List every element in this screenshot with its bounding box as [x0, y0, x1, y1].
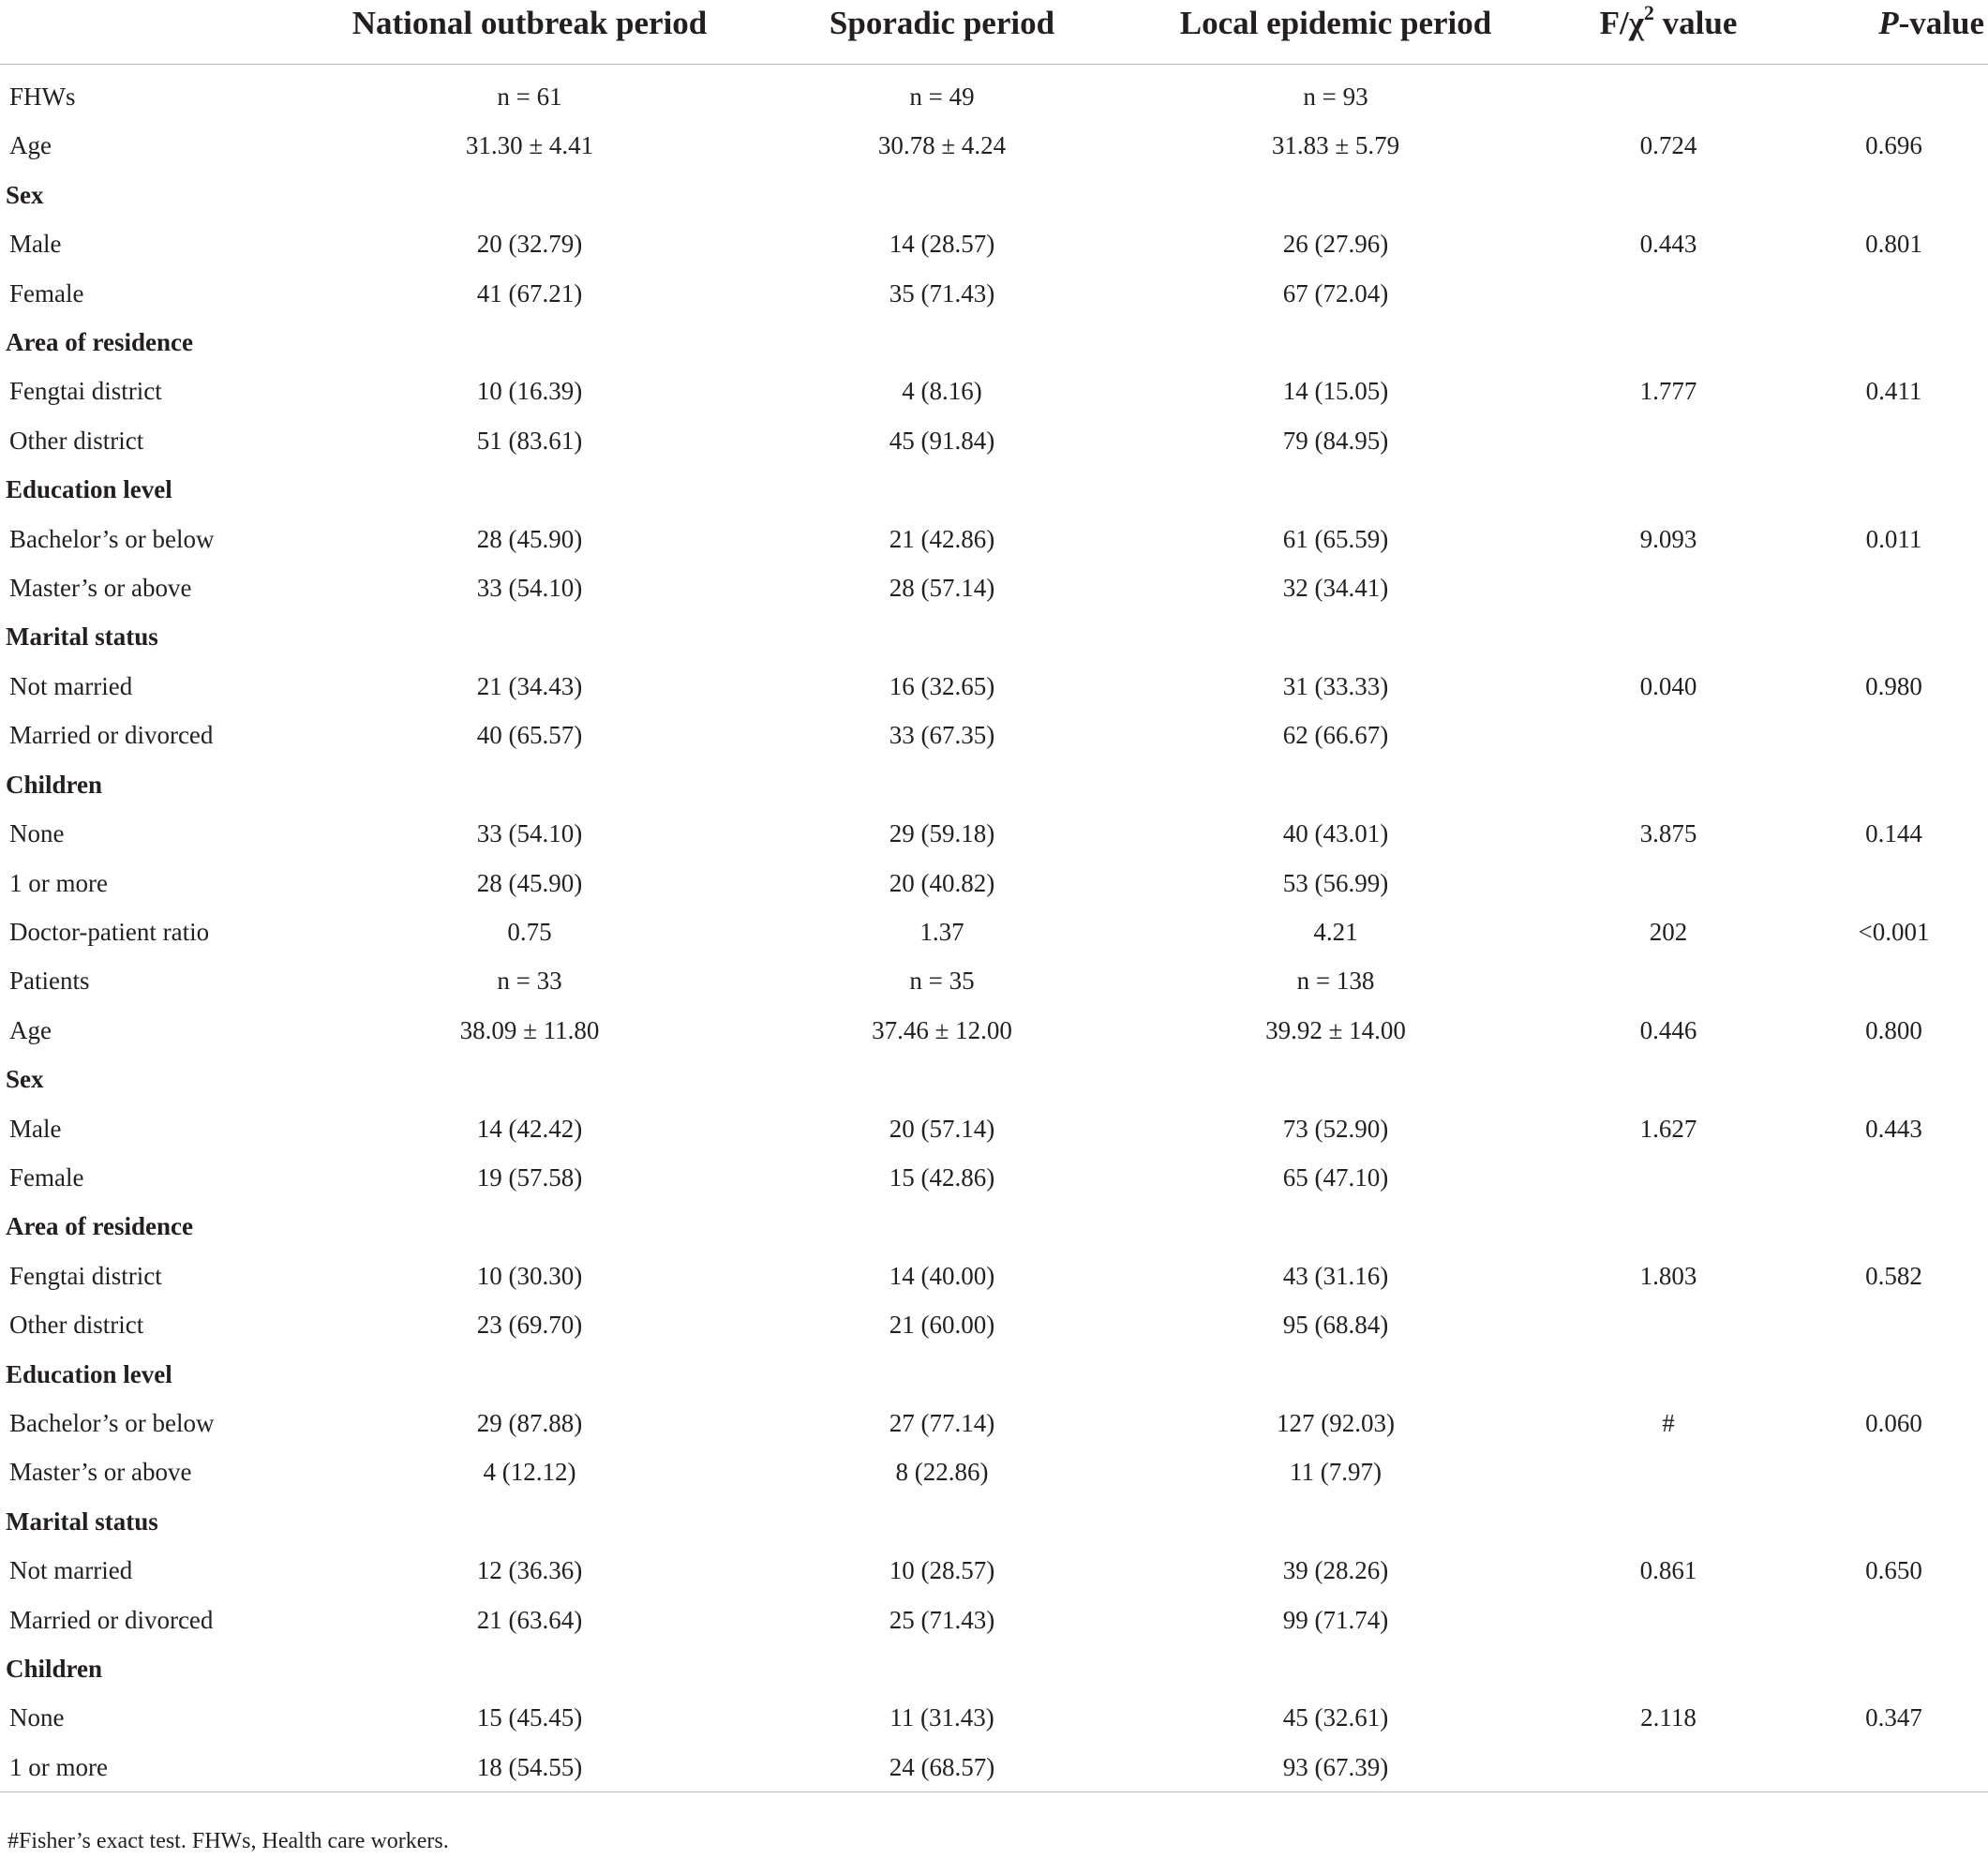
cell-national-outbreak: 23 (69.70) — [476, 1311, 583, 1340]
table-row — [0, 416, 1988, 465]
header-local-epidemic: Local epidemic period — [1125, 0, 1547, 65]
section-header-row — [0, 465, 1988, 514]
cell-national-outbreak: 4 (12.12) — [483, 1458, 576, 1487]
cell-sporadic: 27 (77.14) — [889, 1408, 995, 1437]
cell-f-chi-value: 2.118 — [1640, 1703, 1697, 1732]
row-label: Other district — [9, 1311, 144, 1340]
row-label: Marital status — [6, 622, 158, 652]
cell-national-outbreak: 0.75 — [507, 917, 552, 946]
header-national-outbreak: National outbreak period — [300, 0, 759, 65]
cell-national-outbreak — [300, 1350, 759, 1399]
cell-sporadic — [759, 1202, 1125, 1251]
row-label: Male — [9, 1114, 62, 1143]
table-row — [0, 367, 1988, 415]
cell-f-chi-value — [1547, 956, 1790, 1005]
cell-sporadic: 45 (91.84) — [889, 426, 995, 455]
table-row — [0, 956, 1988, 1005]
row-label: Bachelor’s or below — [9, 1408, 215, 1437]
section-header-row — [0, 318, 1988, 367]
row-label: Children — [6, 770, 103, 799]
cell-p-value: 0.011 — [1865, 524, 1922, 553]
cell-f-chi-value: 0.861 — [1639, 1556, 1697, 1585]
table-body — [0, 65, 1988, 1792]
cell-f-chi-value — [1547, 1743, 1790, 1792]
section-header-row — [0, 1202, 1988, 1251]
row-label: None — [9, 819, 65, 848]
section-header-row — [0, 1055, 1988, 1103]
cell-sporadic — [759, 1497, 1125, 1546]
cell-sporadic — [759, 318, 1125, 367]
cell-sporadic: 33 (67.35) — [889, 721, 995, 750]
row-label: Patients — [9, 967, 90, 996]
table-row — [0, 711, 1988, 759]
table-row — [0, 1104, 1988, 1153]
cell-p-value: 0.347 — [1865, 1703, 1922, 1732]
table-row — [0, 563, 1988, 612]
header-f-chi-value — [1547, 0, 1790, 65]
header-row — [0, 0, 1988, 65]
cell-local-epidemic: 99 (71.74) — [1282, 1605, 1389, 1634]
cell-f-chi-value — [1547, 318, 1790, 367]
table-row — [0, 269, 1988, 318]
cell-p-value: <0.001 — [1858, 917, 1930, 946]
cell-f-chi-value — [1547, 1153, 1790, 1202]
cell-p-value: 0.582 — [1865, 1261, 1922, 1290]
row-label: Fengtai district — [9, 1261, 162, 1290]
header-f-prefix: F/χ — [1599, 5, 1644, 41]
row-label: Children — [6, 1655, 103, 1683]
cell-national-outbreak — [300, 760, 759, 809]
cell-local-epidemic — [1125, 612, 1547, 661]
cell-sporadic — [759, 1350, 1125, 1399]
cell-local-epidemic: 31 (33.33) — [1282, 671, 1389, 700]
row-label: 1 or more — [9, 868, 108, 897]
cell-sporadic: 30.78 ± 4.24 — [877, 131, 1007, 160]
section-header-row — [0, 1350, 1988, 1399]
row-label: Area of residence — [6, 1212, 193, 1241]
cell-national-outbreak: 38.09 ± 11.80 — [459, 1015, 600, 1044]
table-row — [0, 1252, 1988, 1300]
cell-local-epidemic: 127 (92.03) — [1277, 1408, 1395, 1437]
table-row — [0, 1006, 1988, 1055]
cell-f-chi-value: 0.724 — [1639, 131, 1697, 160]
cell-p-value — [1790, 1350, 1988, 1399]
cell-p-value — [1790, 1055, 1988, 1103]
row-label: Age — [9, 131, 52, 160]
table-row — [0, 1447, 1988, 1496]
row-label: Female — [9, 1162, 84, 1192]
row-label: Master’s or above — [9, 1458, 192, 1487]
cell-p-value: 0.696 — [1865, 131, 1922, 160]
cell-local-epidemic: 39.92 ± 14.00 — [1265, 1015, 1406, 1044]
cell-national-outbreak: 15 (45.45) — [476, 1703, 583, 1732]
cell-f-chi-value — [1547, 1497, 1790, 1546]
table-row — [0, 1153, 1988, 1202]
cell-sporadic: 14 (40.00) — [889, 1261, 995, 1290]
cell-local-epidemic — [1125, 760, 1547, 809]
cell-sporadic: 25 (71.43) — [889, 1605, 995, 1634]
cell-local-epidemic: 61 (65.59) — [1282, 524, 1389, 553]
row-label: Married or divorced — [9, 1605, 214, 1634]
cell-sporadic: 15 (42.86) — [889, 1162, 995, 1192]
cell-f-chi-value — [1547, 1055, 1790, 1103]
cell-sporadic: 8 (22.86) — [895, 1458, 989, 1487]
cell-national-outbreak: 29 (87.88) — [476, 1408, 583, 1437]
row-label: Marital status — [6, 1507, 158, 1536]
row-label: Education level — [6, 1359, 172, 1388]
cell-f-chi-value — [1547, 563, 1790, 612]
cell-national-outbreak — [300, 1497, 759, 1546]
cell-local-epidemic: 26 (27.96) — [1282, 230, 1389, 259]
table-row — [0, 1300, 1988, 1349]
cell-national-outbreak — [300, 1644, 759, 1693]
cell-p-value: 0.443 — [1865, 1114, 1922, 1143]
row-label: FHWs — [9, 82, 76, 111]
cell-sporadic: 10 (28.57) — [889, 1556, 995, 1585]
cell-local-epidemic — [1125, 1497, 1547, 1546]
cell-sporadic: 20 (40.82) — [889, 868, 995, 897]
cell-national-outbreak: 14 (42.42) — [476, 1114, 583, 1143]
cell-f-chi-value: 202 — [1649, 917, 1688, 946]
cell-local-epidemic: 45 (32.61) — [1282, 1703, 1389, 1732]
cell-local-epidemic — [1125, 1350, 1547, 1399]
cell-national-outbreak — [300, 612, 759, 661]
cell-local-epidemic — [1125, 171, 1547, 219]
cell-p-value: 0.060 — [1865, 1408, 1922, 1437]
cell-local-epidemic: 40 (43.01) — [1282, 819, 1389, 848]
cell-sporadic: 1.37 — [919, 917, 964, 946]
row-label: Sex — [6, 180, 44, 209]
cell-f-chi-value: 0.443 — [1639, 230, 1697, 259]
cell-p-value — [1790, 612, 1988, 661]
row-label: Bachelor’s or below — [9, 524, 215, 553]
row-label: Other district — [9, 426, 144, 455]
cell-local-epidemic: 53 (56.99) — [1282, 868, 1389, 897]
cell-sporadic: 37.46 ± 12.00 — [872, 1015, 1012, 1044]
cell-p-value — [1790, 1743, 1988, 1792]
cell-f-chi-value — [1547, 1596, 1790, 1644]
table-row — [0, 1546, 1988, 1595]
cell-f-chi-value — [1547, 269, 1790, 318]
cell-local-epidemic: 39 (28.26) — [1282, 1556, 1389, 1585]
cell-f-chi-value — [1547, 65, 1790, 122]
cell-p-value — [1790, 465, 1988, 514]
row-label: 1 or more — [0, 1743, 300, 1792]
cell-sporadic — [759, 1055, 1125, 1103]
cell-f-chi-value — [1547, 171, 1790, 219]
cell-f-chi-value: # — [1662, 1408, 1675, 1437]
section-header-row — [0, 1497, 1988, 1546]
cell-sporadic: 28 (57.14) — [889, 574, 995, 603]
row-label: Not married — [9, 1556, 133, 1585]
cell-f-chi-value: 0.040 — [1639, 671, 1697, 700]
cell-local-epidemic: 31.83 ± 5.79 — [1271, 131, 1400, 160]
cell-p-value — [1790, 318, 1988, 367]
cell-sporadic — [759, 612, 1125, 661]
table-row — [0, 515, 1988, 563]
cell-national-outbreak: 28 (45.90) — [476, 524, 583, 553]
cell-f-chi-value: 1.803 — [1639, 1261, 1697, 1290]
cell-p-value — [1790, 1153, 1988, 1202]
cell-national-outbreak: 28 (45.90) — [476, 868, 583, 897]
cell-f-chi-value — [1547, 1350, 1790, 1399]
cell-p-value — [1790, 1447, 1988, 1496]
cell-sporadic: n = 49 — [909, 82, 975, 111]
row-label: Area of residence — [6, 328, 193, 357]
cell-local-epidemic: n = 138 — [1296, 967, 1375, 996]
row-label: Age — [9, 1015, 52, 1044]
table-footnote: #Fisher’s exact test. FHWs, Health care workers. — [7, 1829, 449, 1853]
cell-p-value — [1790, 1644, 1988, 1693]
table-header — [0, 0, 1988, 65]
header-sporadic: Sporadic period — [759, 0, 1125, 65]
section-header-row — [0, 171, 1988, 219]
cell-local-epidemic: 93 (67.39) — [1125, 1743, 1547, 1792]
cell-sporadic: n = 35 — [909, 967, 975, 996]
table-row — [0, 907, 1988, 956]
cell-national-outbreak: 41 (67.21) — [476, 278, 583, 307]
cell-sporadic: 14 (28.57) — [889, 230, 995, 259]
cell-national-outbreak: 33 (54.10) — [476, 574, 583, 603]
row-label: None — [9, 1703, 65, 1732]
header-p-value — [1790, 0, 1988, 65]
cell-local-epidemic: 65 (47.10) — [1282, 1162, 1389, 1192]
cell-national-outbreak — [300, 1055, 759, 1103]
cell-f-chi-value — [1547, 1644, 1790, 1693]
cell-local-epidemic: 4.21 — [1313, 917, 1358, 946]
table-row — [0, 121, 1988, 170]
cell-national-outbreak: 40 (65.57) — [476, 721, 583, 750]
cell-p-value — [1790, 760, 1988, 809]
header-f-suffix: value — [1653, 5, 1738, 41]
cell-f-chi-value — [1547, 416, 1790, 465]
cell-national-outbreak: n = 61 — [497, 82, 562, 111]
cell-local-epidemic: 73 (52.90) — [1282, 1114, 1389, 1143]
row-label: Not married — [9, 671, 133, 700]
cell-local-epidemic: 95 (68.84) — [1282, 1311, 1389, 1340]
cell-sporadic: 21 (60.00) — [889, 1311, 995, 1340]
cell-national-outbreak — [300, 171, 759, 219]
cell-f-chi-value — [1547, 465, 1790, 514]
table-row — [0, 65, 1988, 122]
cell-p-value: 0.144 — [1865, 819, 1922, 848]
cell-national-outbreak: 21 (63.64) — [476, 1605, 583, 1634]
cell-f-chi-value: 1.627 — [1639, 1114, 1697, 1143]
row-label: Married or divorced — [9, 721, 214, 750]
cell-f-chi-value — [1547, 612, 1790, 661]
section-header-row — [0, 612, 1988, 661]
cell-local-epidemic: n = 93 — [1303, 82, 1368, 111]
cell-local-epidemic — [1125, 1644, 1547, 1693]
table-row — [0, 1596, 1988, 1644]
section-header-row — [0, 760, 1988, 809]
cell-sporadic: 16 (32.65) — [889, 671, 995, 700]
cell-p-value: 0.650 — [1865, 1556, 1922, 1585]
cell-sporadic: 11 (31.43) — [889, 1703, 994, 1732]
cell-national-outbreak: 21 (34.43) — [476, 671, 583, 700]
cell-national-outbreak: 18 (54.55) — [300, 1743, 759, 1792]
row-label: Master’s or above — [9, 574, 192, 603]
cell-local-epidemic: 32 (34.41) — [1282, 574, 1389, 603]
cell-sporadic: 35 (71.43) — [889, 278, 995, 307]
table-row — [0, 1399, 1988, 1447]
cell-f-chi-value — [1547, 1447, 1790, 1496]
cell-f-chi-value: 9.093 — [1639, 524, 1697, 553]
row-label: Sex — [6, 1065, 44, 1094]
cell-f-chi-value — [1547, 859, 1790, 907]
cell-national-outbreak: 12 (36.36) — [476, 1556, 583, 1585]
cell-p-value — [1790, 859, 1988, 907]
cell-national-outbreak: 10 (16.39) — [476, 377, 583, 406]
cell-local-epidemic: 67 (72.04) — [1282, 278, 1389, 307]
cell-national-outbreak — [300, 318, 759, 367]
cell-p-value — [1790, 1300, 1988, 1349]
row-label: Education level — [6, 475, 172, 504]
cell-national-outbreak: 31.30 ± 4.41 — [465, 131, 594, 160]
cell-p-value: 0.980 — [1865, 671, 1922, 700]
cell-p-value — [1790, 65, 1988, 122]
cell-f-chi-value — [1547, 1202, 1790, 1251]
table-row — [0, 809, 1988, 858]
cell-sporadic — [759, 1644, 1125, 1693]
cell-p-value — [1790, 711, 1988, 759]
table-row — [0, 219, 1988, 268]
cell-sporadic: 21 (42.86) — [889, 524, 995, 553]
section-header-row — [0, 1644, 1988, 1693]
row-label: Male — [9, 230, 62, 259]
cell-national-outbreak — [300, 465, 759, 514]
cell-local-epidemic: 11 (7.97) — [1290, 1458, 1382, 1487]
cell-national-outbreak: 33 (54.10) — [476, 819, 583, 848]
cell-p-value: 0.800 — [1865, 1015, 1922, 1044]
row-label: Fengtai district — [9, 377, 162, 406]
cell-sporadic — [759, 171, 1125, 219]
cell-f-chi-value — [1547, 760, 1790, 809]
cell-p-value — [1790, 269, 1988, 318]
cell-p-value — [1790, 1497, 1988, 1546]
table-row — [0, 662, 1988, 711]
cell-sporadic: 4 (8.16) — [902, 377, 982, 406]
cell-p-value — [1790, 1202, 1988, 1251]
cell-sporadic: 20 (57.14) — [889, 1114, 995, 1143]
cell-p-value — [1790, 956, 1988, 1005]
table-row — [0, 859, 1988, 907]
cell-local-epidemic: 43 (31.16) — [1282, 1261, 1389, 1290]
cell-p-value: 0.801 — [1865, 230, 1922, 259]
cell-f-chi-value: 1.777 — [1639, 377, 1697, 406]
cell-f-chi-value: 0.446 — [1639, 1015, 1697, 1044]
cell-local-epidemic — [1125, 318, 1547, 367]
cell-local-epidemic: 62 (66.67) — [1282, 721, 1389, 750]
cell-p-value — [1790, 171, 1988, 219]
row-label: Female — [9, 278, 84, 307]
cell-f-chi-value — [1547, 1300, 1790, 1349]
cell-sporadic: 24 (68.57) — [759, 1743, 1125, 1792]
cell-local-epidemic: 14 (15.05) — [1282, 377, 1389, 406]
cell-sporadic — [759, 760, 1125, 809]
cell-national-outbreak — [300, 1202, 759, 1251]
cell-local-epidemic — [1125, 1055, 1547, 1103]
table-row — [0, 1743, 1988, 1792]
row-label: Doctor-patient ratio — [9, 917, 210, 946]
cell-national-outbreak: 20 (32.79) — [476, 230, 583, 259]
cell-f-chi-value: 3.875 — [1639, 819, 1697, 848]
header-f-superscript: 2 — [1643, 1, 1654, 25]
cell-national-outbreak: 19 (57.58) — [476, 1162, 583, 1192]
cell-sporadic — [759, 465, 1125, 514]
header-label-column — [0, 0, 300, 65]
cell-national-outbreak: 51 (83.61) — [476, 426, 583, 455]
header-p-suffix: -value — [1898, 5, 1984, 41]
cell-p-value: 0.411 — [1865, 377, 1922, 406]
cell-local-epidemic — [1125, 465, 1547, 514]
cell-local-epidemic — [1125, 1202, 1547, 1251]
cell-local-epidemic: 79 (84.95) — [1282, 426, 1389, 455]
table-row — [0, 1693, 1988, 1742]
cell-national-outbreak: 10 (30.30) — [476, 1261, 583, 1290]
cell-sporadic: 29 (59.18) — [889, 819, 995, 848]
cell-f-chi-value — [1547, 711, 1790, 759]
cell-p-value — [1790, 563, 1988, 612]
cell-p-value — [1790, 416, 1988, 465]
cell-p-value — [1790, 1596, 1988, 1644]
header-p-italic: P — [1878, 5, 1899, 41]
cell-national-outbreak: n = 33 — [497, 967, 562, 996]
